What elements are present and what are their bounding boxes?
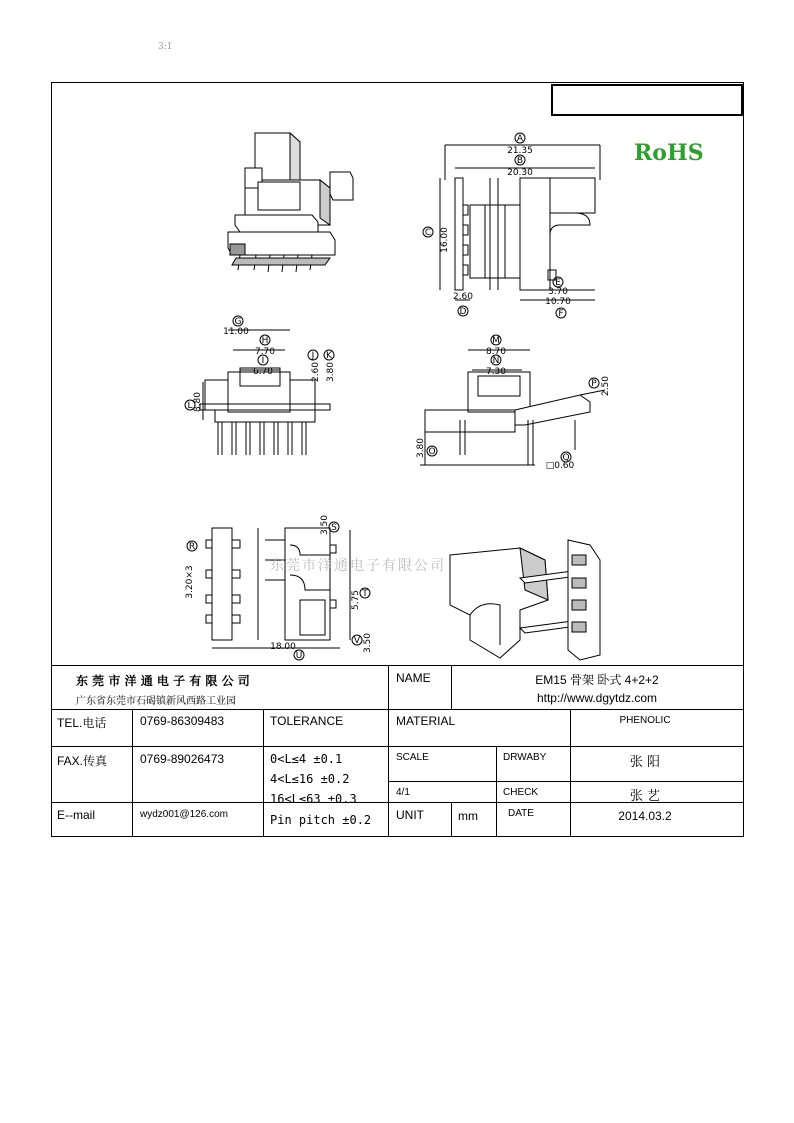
dim-r-tag: R [188, 542, 196, 552]
tolerance-range-2: 4<L≤16 ±0.2 [270, 772, 350, 786]
dim-a-value: 21.35 [507, 146, 533, 156]
dim-j-value: 2.60 [311, 361, 321, 383]
dim-k-value: 3.80 [326, 361, 336, 383]
fax-value: 0769-89026473 [140, 752, 225, 766]
dim-i-tag: I [261, 356, 265, 366]
dim-b-tag: B [516, 156, 524, 166]
dim-d-value: 2.60 [452, 292, 474, 302]
scale-value: 4/1 [396, 787, 410, 798]
dim-m-value: 8.70 [485, 347, 507, 357]
unit-value: mm [458, 809, 478, 823]
dim-d-tag: D [459, 307, 467, 317]
tel-value: 0769-86309483 [140, 714, 225, 728]
isometric-view-bottom [450, 540, 600, 660]
drawn-by-label: DRWABY [503, 752, 547, 763]
dim-n-tag: N [492, 356, 500, 366]
scale-label: SCALE [396, 752, 429, 763]
company-name: 东 莞 市 洋 通 电 子 有 限 公 司 [76, 674, 250, 688]
dim-b-value: 20.30 [507, 168, 533, 178]
dim-c-tag: C [424, 228, 432, 238]
dim-n-value: 7.30 [485, 367, 507, 377]
dim-p-value: 2.50 [601, 375, 611, 397]
dim-q-value: □0.60 [545, 461, 575, 471]
dim-h-value: 7.70 [254, 347, 276, 357]
check-value: 张 艺 [629, 789, 661, 804]
dim-g-tag: G [234, 317, 242, 327]
dim-a-tag: A [516, 134, 524, 144]
dim-c-value: 16.00 [440, 227, 450, 253]
dim-l-value: 8.80 [193, 391, 203, 413]
dim-e-value: 3.70 [547, 287, 569, 297]
name-label: NAME [396, 671, 431, 685]
tolerance-range-3: 16<L≤63 ±0.3 [270, 792, 357, 806]
dim-v-value: 3.50 [363, 632, 373, 654]
tel-label: TEL.电话 [57, 716, 107, 730]
drawn-by-value: 张 阳 [629, 755, 661, 770]
dim-t-tag: T [362, 589, 368, 599]
dim-k-tag: K [326, 351, 332, 361]
tolerance-label: TOLERANCE [270, 714, 344, 728]
company-address: 广东省东莞市石碣镇新风西路工业园 [76, 696, 236, 707]
email-label: E--mail [57, 808, 95, 822]
rohs-badge: RoHS [634, 140, 704, 166]
material-value: PHENOLIC [619, 715, 671, 726]
end-view [420, 350, 605, 465]
dim-r-value: 3.20×3 [185, 565, 195, 599]
dim-u-value: 18.00 [270, 642, 296, 652]
check-label: CHECK [503, 787, 539, 798]
dim-g-value: 11.00 [223, 327, 249, 337]
tolerance-pin-pitch: Pin pitch ±0.2 [270, 813, 372, 827]
material-label: MATERIAL [396, 714, 456, 728]
isometric-view-top [228, 133, 353, 272]
dim-s-value: 3.50 [320, 514, 330, 536]
website-link[interactable]: http://www.dgytdz.com [536, 691, 658, 705]
dim-o-value: 3.80 [416, 437, 426, 459]
dim-q-tag: Q [562, 453, 570, 463]
dim-t-value: 5.75 [351, 589, 361, 611]
date-value: 2014.03.2 [618, 809, 672, 823]
dim-s-tag: S [331, 523, 337, 533]
fax-label: FAX.传真 [57, 754, 108, 768]
name-value: EM15 骨架 卧式 4+2+2 [535, 673, 659, 687]
dim-e-tag: E [555, 278, 561, 288]
dim-m-tag: M [492, 336, 500, 346]
corner-mark: 3:1 [158, 42, 173, 52]
unit-label: UNIT [396, 808, 424, 822]
dim-l-tag: L [187, 401, 193, 411]
dim-f-tag: F [558, 309, 564, 319]
dim-h-tag: H [261, 336, 269, 346]
tolerance-range-1: 0<L≤4 ±0.1 [270, 752, 343, 766]
dim-v-tag: V [353, 636, 361, 646]
dim-j-tag: J [311, 351, 315, 361]
dim-u-tag: U [295, 651, 303, 661]
bottom-view [206, 528, 350, 648]
dim-i-value: 6.70 [252, 367, 274, 377]
dim-o-tag: O [428, 447, 436, 457]
dim-f-value: 10.70 [545, 297, 571, 307]
date-label: DATE [508, 808, 534, 819]
dim-p-tag: P [591, 379, 597, 389]
watermark: 东莞市洋通电子有限公司 [270, 558, 446, 574]
email-value: wydz001@126.com [140, 809, 228, 820]
